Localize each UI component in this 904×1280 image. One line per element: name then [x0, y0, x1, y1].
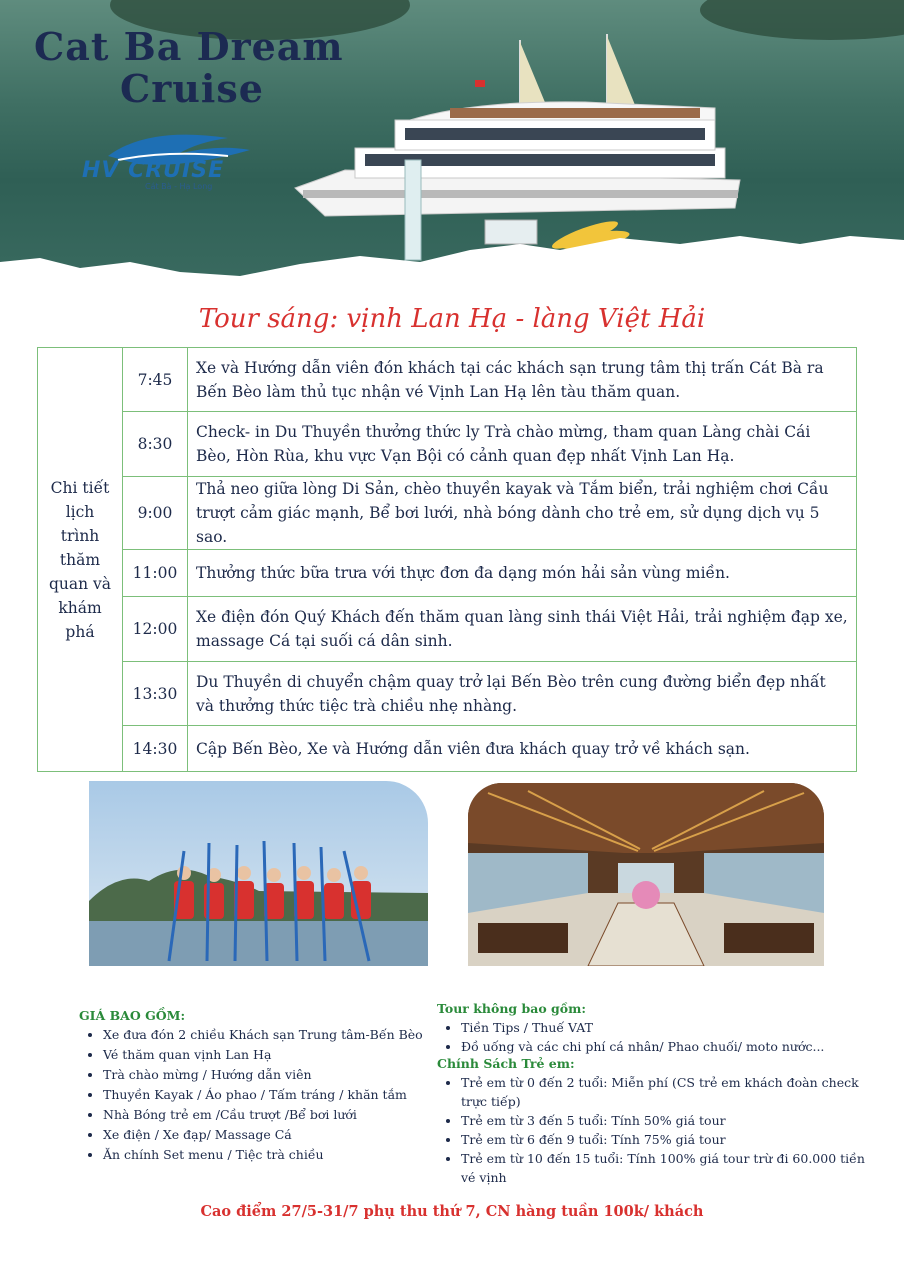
schedule-time: 11:00 [123, 550, 188, 597]
schedule-time: 7:45 [123, 348, 188, 412]
list-item: • Ăn chính Set menu / Tiệc trà chiều [103, 1145, 439, 1165]
schedule-time: 12:00 [123, 597, 188, 662]
schedule-time: 14:30 [123, 726, 188, 772]
schedule-table [37, 347, 857, 772]
tour-title: Tour sáng: vịnh Lan Hạ - làng Việt Hải [198, 304, 706, 334]
included-section [79, 1008, 439, 1165]
excluded-list [437, 1018, 877, 1056]
table-row [38, 550, 857, 597]
logo-text: HV CRUISE [82, 158, 225, 183]
logo-subtext: Cát Bà - Hạ Long [145, 182, 213, 191]
children-policy-heading: Chính Sách Trẻ em: [437, 1056, 575, 1071]
list-item: • Trẻ em từ 3 đến 5 tuổi: Tính 50% giá tour [461, 1111, 877, 1130]
schedule-time: 8:30 [123, 412, 188, 477]
list-item: • Trẻ em từ 10 đến 15 tuổi: Tính 100% giá tour trừ đi 60.000 tiền vé vịnh [461, 1149, 877, 1187]
excluded-heading: Tour không bao gồm: [437, 1001, 586, 1016]
list-item: • Trẻ em từ 6 đến 9 tuổi: Tính 75% giá tour [461, 1130, 877, 1149]
table-row [38, 412, 857, 477]
list-item: • Đồ uống và các chi phí cá nhân/ Phao chuối/ moto nước... [461, 1037, 877, 1056]
list-item: • Vé thăm quan vịnh Lan Hạ [103, 1045, 439, 1065]
schedule-desc: Xe điện đón Quý Khách đến thăm quan làng sinh thái Việt Hải, trải nghiệm đạp xe, massage Cá tại suối cá dân sinh. [188, 597, 857, 662]
excluded-section [437, 1001, 877, 1187]
table-row [38, 477, 857, 550]
table-row [38, 726, 857, 772]
schedule-desc: Xe và Hướng dẫn viên đón khách tại các khách sạn trung tâm thị trấn Cát Bà ra Bến Bèo làm thủ tục nhận vé Vịnh Lan Hạ lên tàu thăm quan. [188, 348, 857, 412]
included-heading: GIÁ BAO GỒM: [79, 1008, 186, 1023]
schedule-desc: Check- in Du Thuyền thưởng thức ly Trà chào mừng, tham quan Làng chài Cái Bèo, Hòn Rùa, khu vực Vạn Bội có cảnh quan đẹp nhất Vịnh Lan Hạ. [188, 412, 857, 477]
schedule-side-label: Chi tiết lịch trình thăm quan và khám phá [38, 348, 123, 772]
schedule-time: 13:30 [123, 662, 188, 726]
children-policy-list [437, 1073, 877, 1187]
list-item: • Xe đưa đón 2 chiều Khách sạn Trung tâm-Bến Bèo [103, 1025, 439, 1045]
cruise-dining-room-photo [468, 783, 824, 966]
table-row [38, 348, 857, 412]
list-item: • Thuyền Kayak / Áo phao / Tấm tráng / khăn tắm [103, 1085, 439, 1105]
cruise-title-line2: Cruise [120, 66, 264, 111]
schedule-desc: Du Thuyền di chuyển chậm quay trở lại Bến Bèo trên cung đường biển đẹp nhất và thưởng thức tiệc trà chiều nhẹ nhàng. [188, 662, 857, 726]
peak-surcharge-note: Cao điểm 27/5-31/7 phụ thu thứ 7, CN hàng tuần 100k/ khách [200, 1203, 704, 1220]
table-row [38, 597, 857, 662]
schedule-time: 9:00 [123, 477, 188, 550]
kayak-group-photo [89, 781, 428, 966]
cruise-title-line1: Cat Ba Dream [34, 24, 344, 69]
list-item: • Tiền Tips / Thuế VAT [461, 1018, 877, 1037]
list-item: • Xe điện / Xe đạp/ Massage Cá [103, 1125, 439, 1145]
list-item: • Nhà Bóng trẻ em /Cầu trượt /Bể bơi lưới [103, 1105, 439, 1125]
list-item: • Trà chào mừng / Hướng dẫn viên [103, 1065, 439, 1085]
included-list [79, 1025, 439, 1165]
list-item: • Trẻ em từ 0 đến 2 tuổi: Miễn phí (CS trẻ em khách đoàn check trực tiếp) [461, 1073, 877, 1111]
table-row [38, 662, 857, 726]
schedule-desc: Thưởng thức bữa trưa với thực đơn đa dạng món hải sản vùng miền. [188, 550, 857, 597]
schedule-desc: Thả neo giữa lòng Di Sản, chèo thuyền kayak và Tắm biển, trải nghiệm chơi Cầu trượt cảm giác mạnh, Bể bơi lưới, nhà bóng dành cho trẻ em, sử dụng dịch vụ 5 sao. [188, 477, 857, 550]
schedule-desc: Cập Bến Bèo, Xe và Hướng dẫn viên đưa khách quay trở về khách sạn. [188, 726, 857, 772]
